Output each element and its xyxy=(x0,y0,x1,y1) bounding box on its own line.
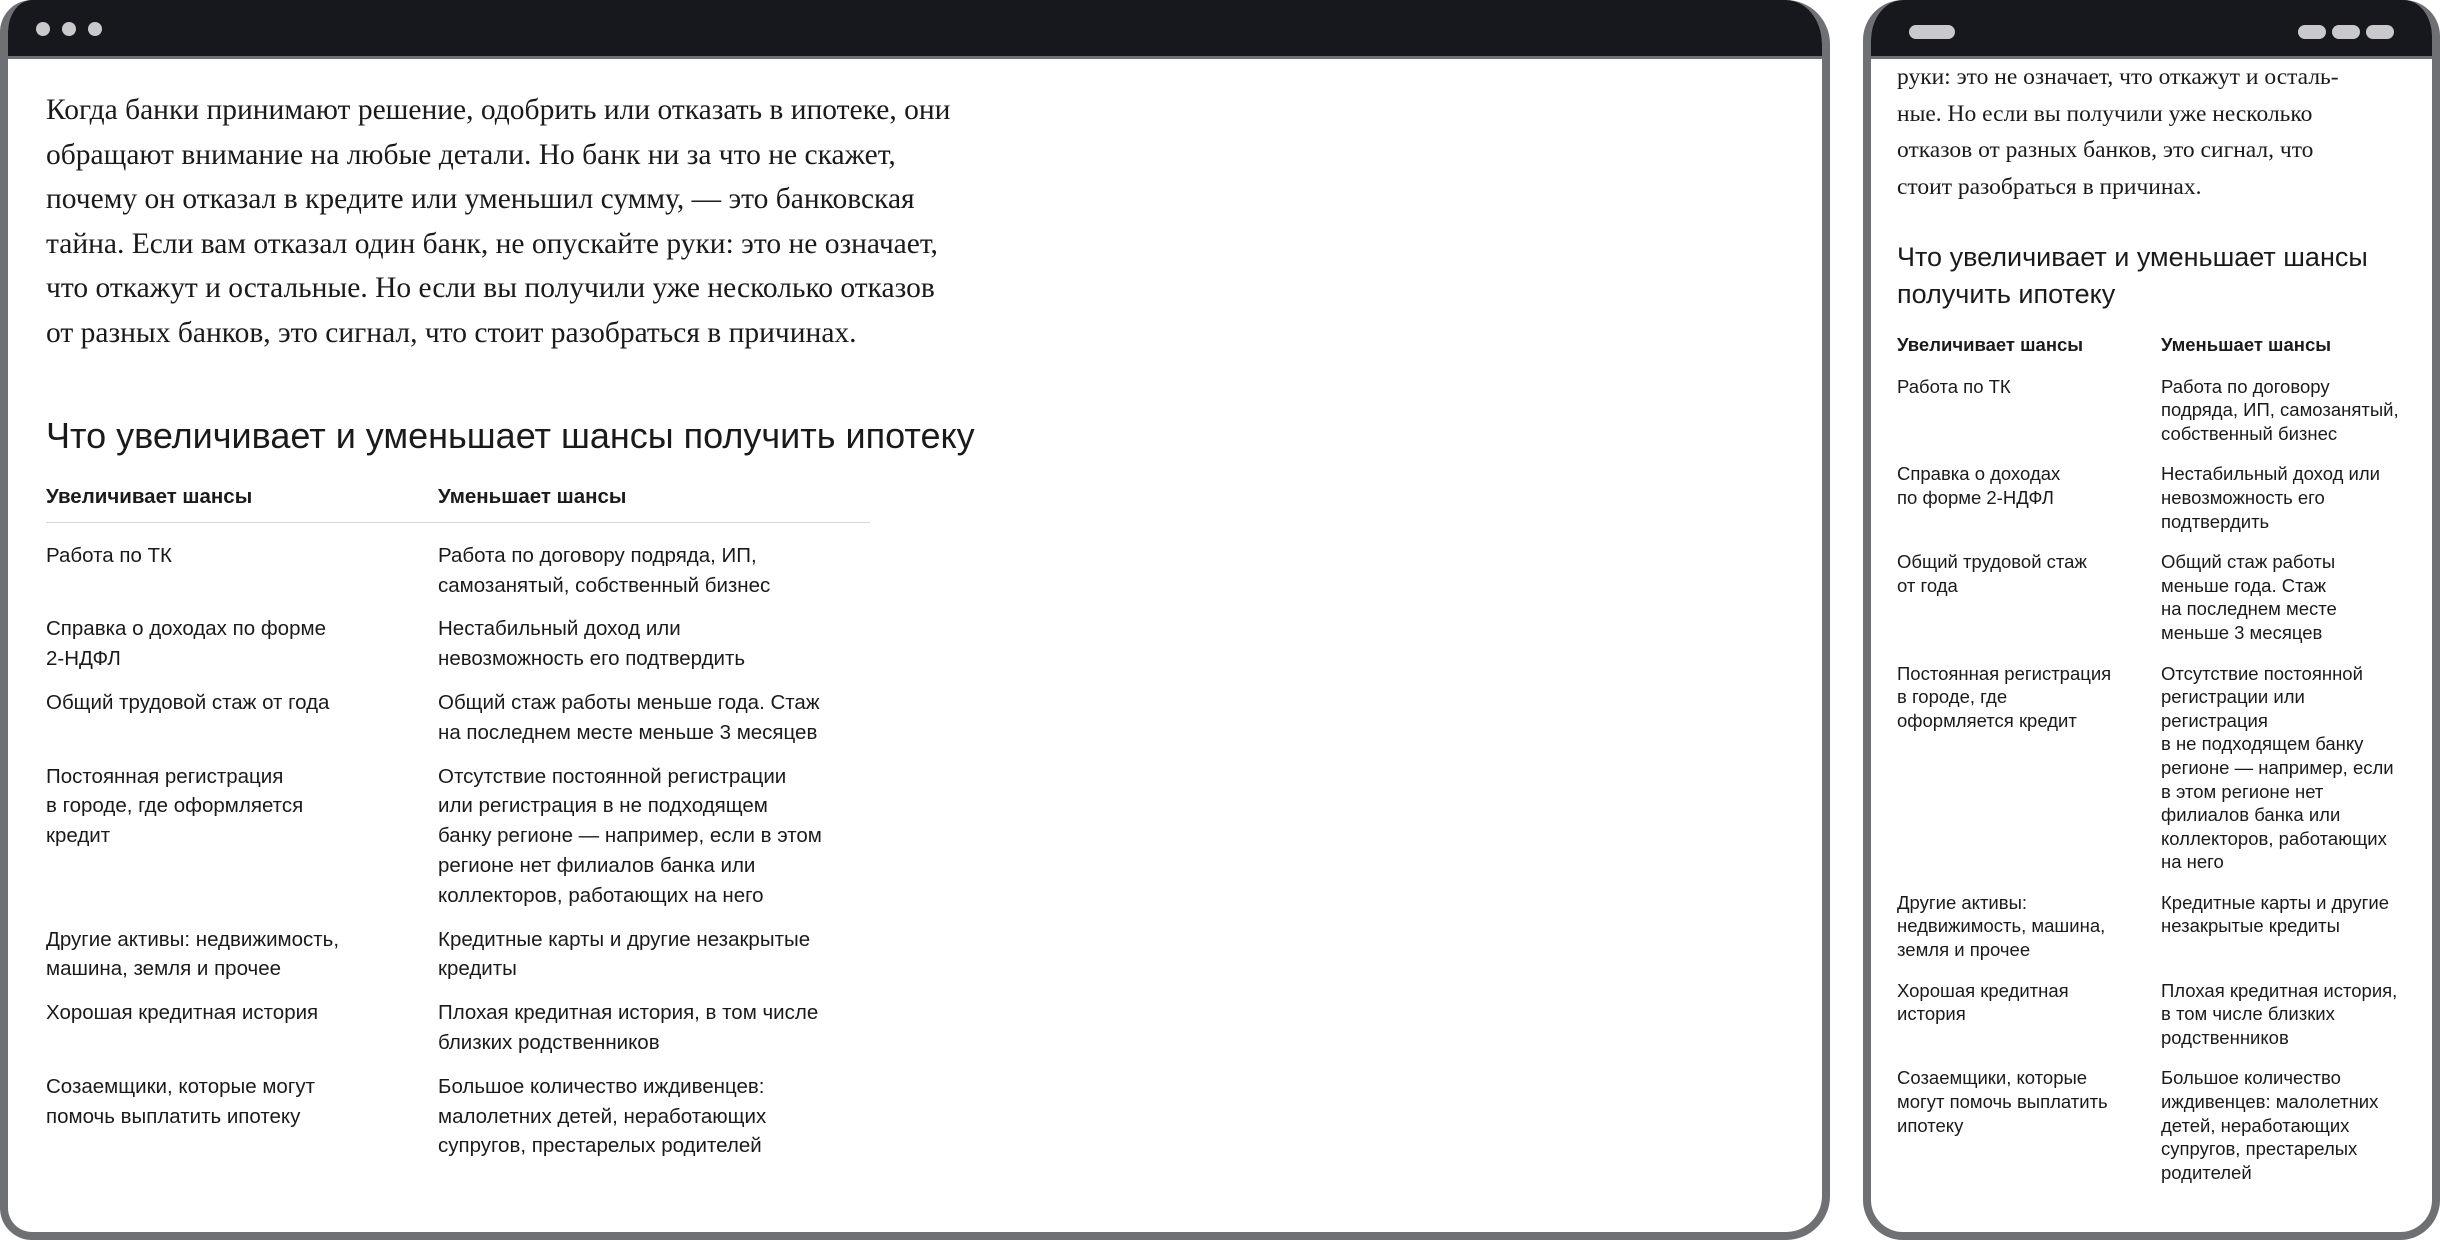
table-row xyxy=(46,614,870,688)
table-row xyxy=(46,925,870,999)
table-cell: Общий трудовой стаж от года xyxy=(1897,551,2087,596)
window-dot-icon xyxy=(88,22,102,36)
table-header-row xyxy=(46,482,870,522)
table-cell: Плохая кредитная история, в том числе близких родственников xyxy=(2161,979,2398,1048)
table-row xyxy=(46,762,870,925)
table-row xyxy=(46,998,870,1072)
table-cell: Большое количество иждивенцев: малолетних детей, неработающих супругов, престарелых родителей xyxy=(2161,1067,2379,1183)
table-cell: Работа по ТК xyxy=(46,543,173,567)
window-dot-icon xyxy=(36,22,50,36)
table-cell: Плохая кредитная история, в том числе близких родственников xyxy=(438,1001,819,1054)
table-cell: Кредитные карты и другие незакрытые кредиты xyxy=(2161,891,2390,937)
table-cell: Отсутствие постоянной регистрации или регистрация в не подходящем банку регионе — например, если в этом регионе нет филиалов банка или коллекторов, работающих на него xyxy=(438,764,822,907)
mobile-phone-window xyxy=(1863,0,2440,1240)
status-pill-icon xyxy=(1909,25,1955,39)
table-row xyxy=(46,1072,870,1175)
table-cell: Хорошая кредитная история xyxy=(46,1001,319,1025)
section-heading: Что увеличивает и уменьшает шансы получить ипотеку xyxy=(1897,242,2368,309)
table-row xyxy=(46,522,870,614)
table-row xyxy=(1897,662,2417,891)
table-row xyxy=(46,688,870,762)
table-row xyxy=(1897,550,2417,661)
table-cell: Справка о доходах по форме 2-НДФЛ xyxy=(46,617,326,671)
mobile-article[interactable] xyxy=(1871,59,2432,1232)
article-paragraph: Когда банки принимают решение, одобрить или отказать в ипотеке, они обращают внимание на любые детали. Но банк ни за что не скажет, почему он отказал в кредите или уменьшил сумму, — это банковская тайна. Если вам отказал один банк, не опускайте руки: это не означает, что откажут и остальные. Но если вы получили уже несколько отказов от разных банков, это сигнал, что стоит разобраться в причинах. xyxy=(46,94,951,349)
column-header-increase: Увеличивает шансы xyxy=(46,482,438,522)
table-cell: Общий стаж работы меньше года. Стаж на последнем месте меньше 3 месяцев xyxy=(438,690,820,744)
table-cell: Созаемщики, которые могут помочь выплатить ипотеку xyxy=(1897,1067,2108,1136)
table-cell: Общий стаж работы меньше года. Стаж на последнем месте меньше 3 месяцев xyxy=(2161,551,2337,643)
status-pill-icon xyxy=(2366,25,2394,39)
table-cell: Справка о доходах по форме 2-НДФЛ xyxy=(1897,463,2061,508)
table-row xyxy=(1897,1066,2417,1201)
table-header-row xyxy=(1897,333,2417,375)
table-cell: Общий трудовой стаж от года xyxy=(46,690,330,714)
table-cell: Постоянная регистрация в городе, где оформляется кредит xyxy=(1897,662,2112,731)
article-paragraph: руки: это не означает, что откажут и осталь- ные. Но если вы получили уже несколько отказов от разных банков, это сигнал, что стоит разобраться в причинах. xyxy=(1897,64,2339,200)
mobile-statusbar xyxy=(1871,0,2432,59)
table-cell: Другие активы: недвижимость, машина, земля и прочее xyxy=(1897,891,2106,961)
status-pill-icon xyxy=(2332,25,2360,39)
column-header-decrease: Уменьшает шансы xyxy=(438,482,870,522)
table-cell: Работа по договору подряда, ИП, самозанятый, собственный бизнес xyxy=(2161,375,2399,444)
chances-table xyxy=(46,482,870,1175)
table-cell: Работа по ТК xyxy=(1897,375,2011,397)
table-cell: Нестабильный доход или невозможность его подтвердить xyxy=(438,617,746,671)
table-cell: Большое количество иждивенцев: малолетних детей, неработающих супругов, престарелых родителей xyxy=(438,1074,767,1158)
table-cell: Другие активы: недвижимость, машина, земля и прочее xyxy=(46,927,340,981)
table-row xyxy=(1897,462,2417,550)
window-dot-icon xyxy=(62,22,76,36)
table-cell: Отсутствие постоянной регистрации или регистрация в не подходящем банку регионе — например, если в этом регионе нет филиалов банка или коллекторов, работающих на него xyxy=(2161,662,2394,873)
table-cell: Постоянная регистрация в городе, где оформляется кредит xyxy=(46,764,304,848)
table-row xyxy=(1897,375,2417,463)
table-cell: Нестабильный доход или невозможность его подтвердить xyxy=(2161,463,2381,532)
desktop-article[interactable] xyxy=(8,59,1822,1232)
chances-table xyxy=(1897,333,2417,1201)
table-cell: Кредитные карты и другие незакрытые кредиты xyxy=(438,927,811,981)
status-pill-icon xyxy=(2298,25,2326,39)
table-row xyxy=(1897,891,2417,979)
column-header-increase: Увеличивает шансы xyxy=(1897,334,2084,355)
table-cell: Хорошая кредитная история xyxy=(1897,979,2069,1025)
section-heading: Что увеличивает и уменьшает шансы получить ипотеку xyxy=(46,415,975,456)
desktop-titlebar xyxy=(8,0,1822,59)
table-cell: Созаемщики, которые могут помочь выплатить ипотеку xyxy=(46,1074,315,1128)
table-row xyxy=(1897,979,2417,1067)
column-header-decrease: Уменьшает шансы xyxy=(2161,334,2332,355)
table-cell: Работа по договору подряда, ИП, самозанятый, собственный бизнес xyxy=(438,543,771,597)
